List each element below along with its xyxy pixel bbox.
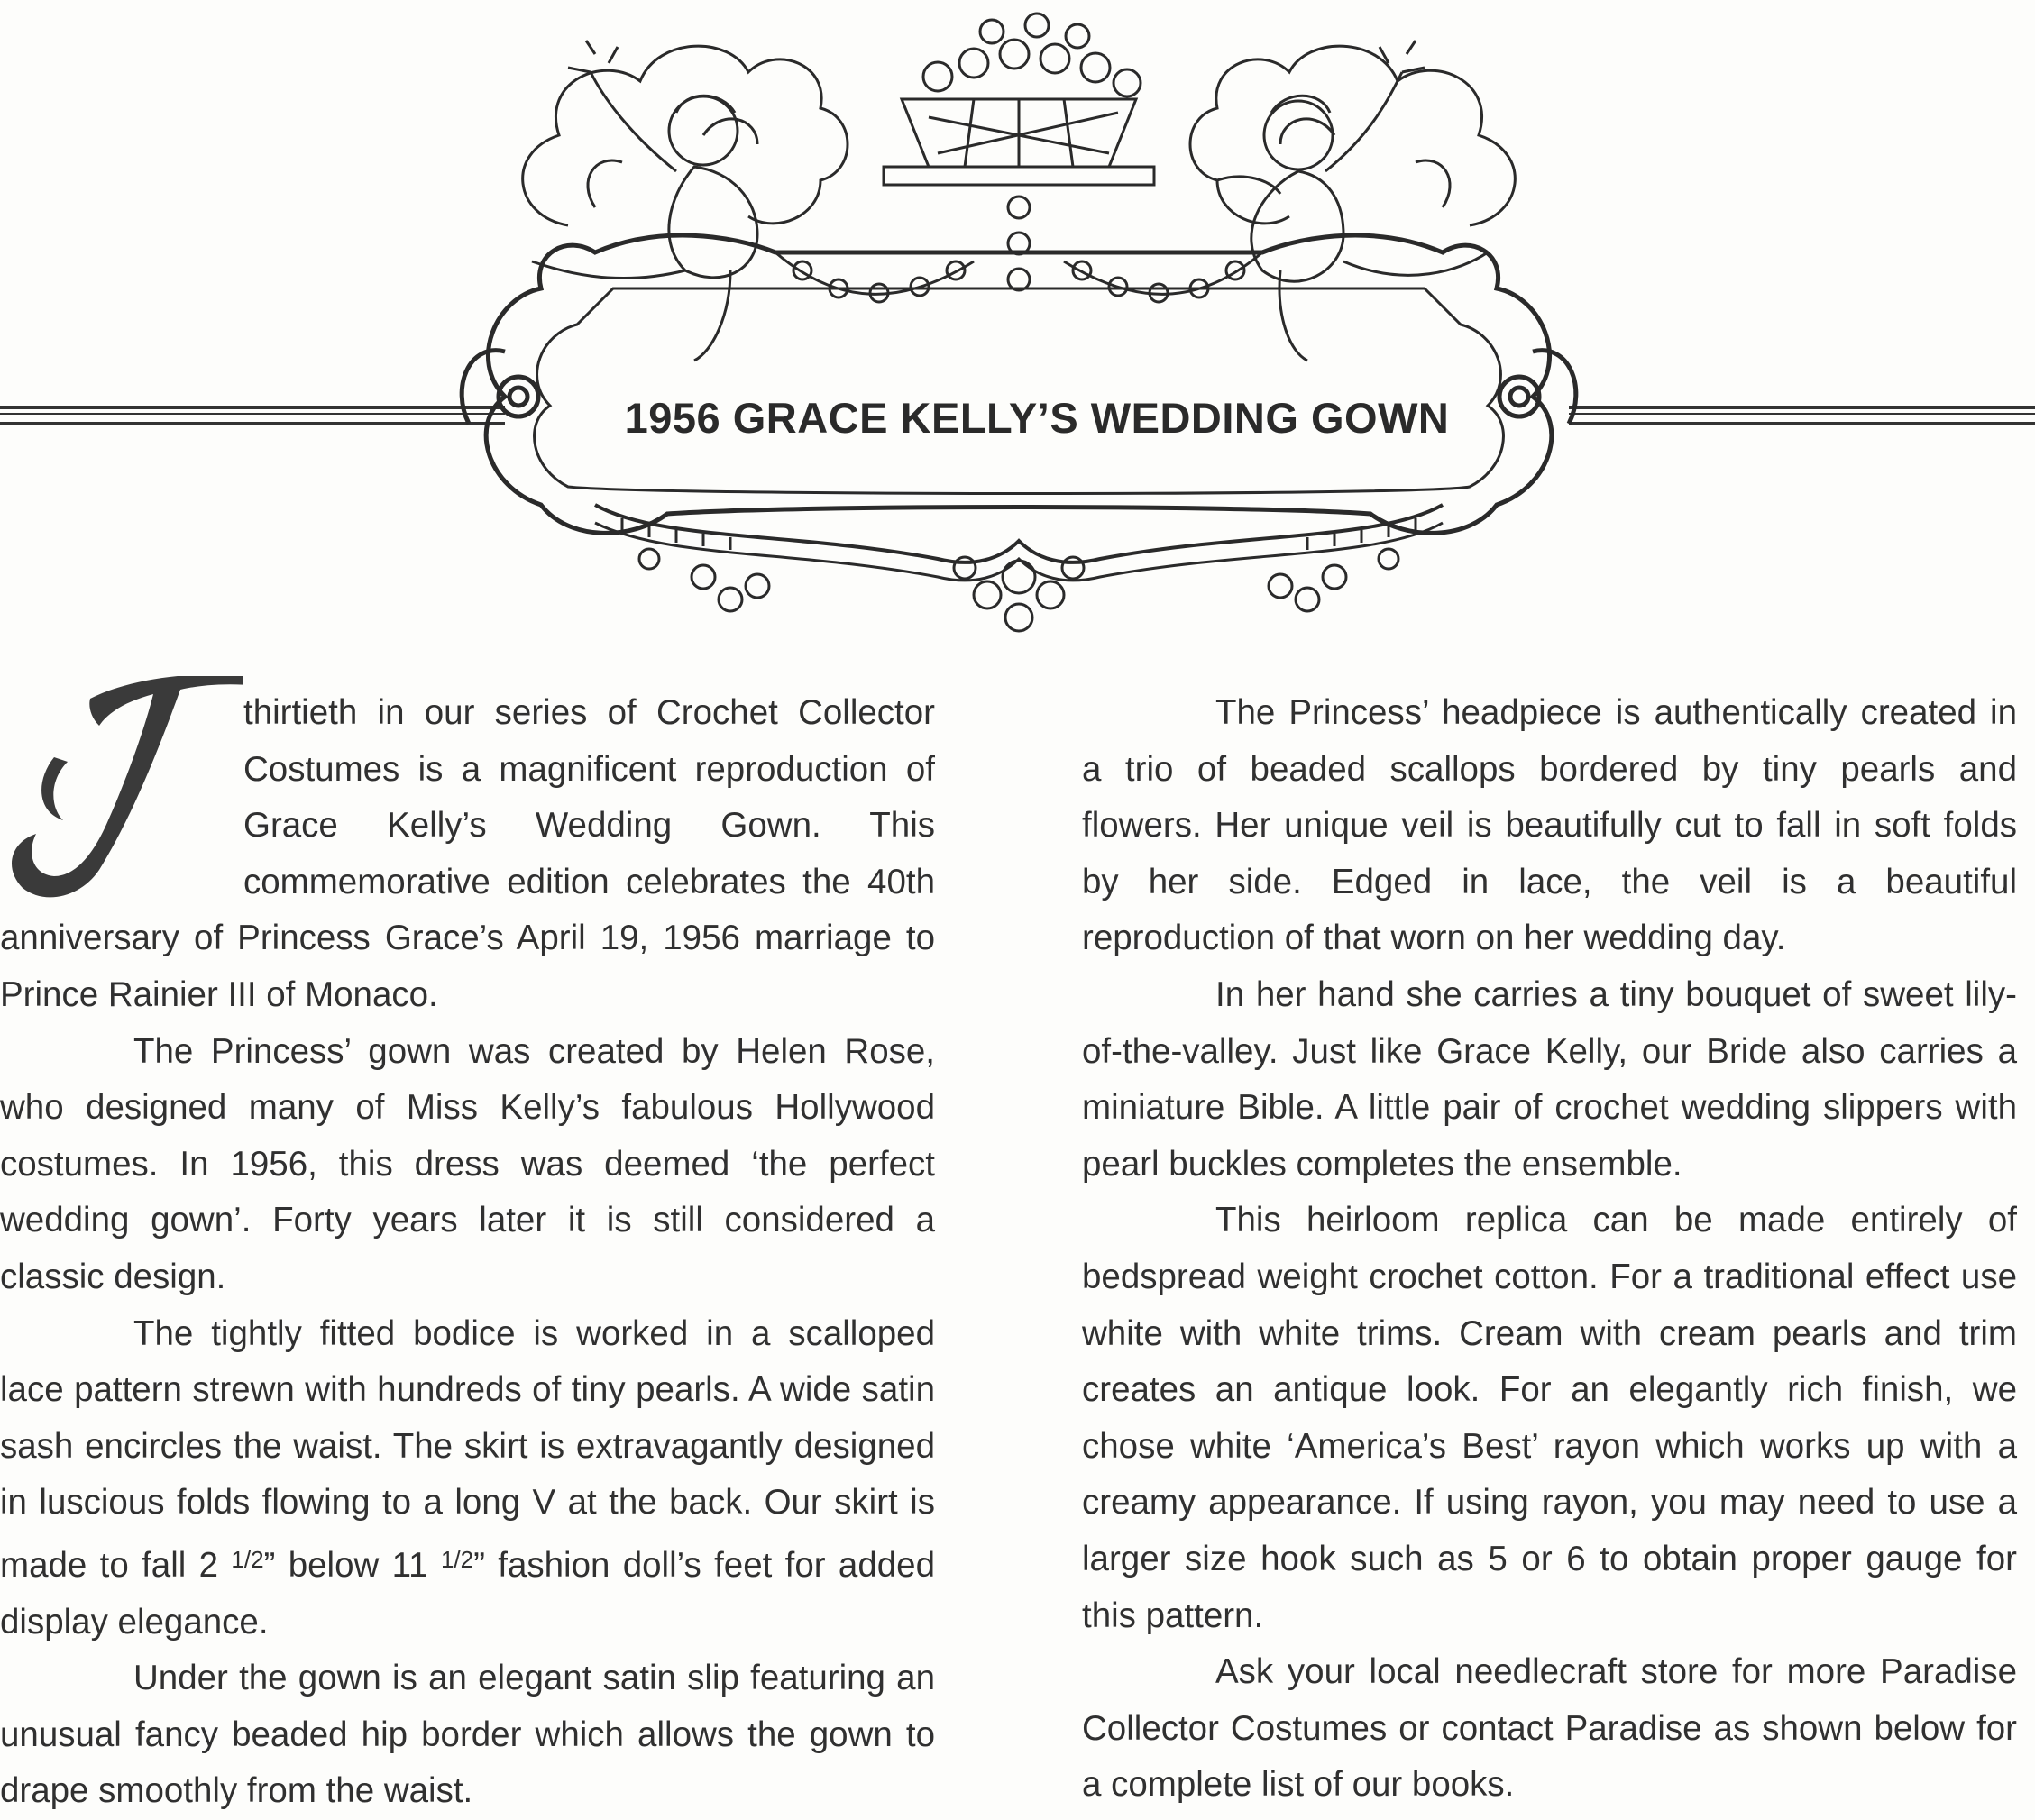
paragraph-gown: The Princess’ gown was created by Helen Rose, who designed many of Miss Kelly’s fabulous Hollywood costumes. In 1956, this dress was deemed ‘the perfect wedding gown’. Forty years later it is still considered a classic design. — [0, 1031, 935, 1296]
header-rule-right — [1569, 406, 2035, 425]
flower-basket-icon — [884, 14, 1154, 185]
right-column — [1082, 685, 2017, 1814]
paragraph-contact: Ask your local needlecraft store for more Paradise Collector Costumes or contact Paradise as shown below for a complete list of our books. — [1082, 1652, 2017, 1805]
paragraph-headpiece: The Princess’ headpiece is authentically created in a trio of beaded scallops bordered by tiny pearls and flowers. Her unique veil is beautifully cut to fall in soft folds by her side. Edged in lace, the veil is a beautiful reproduction of that worn on her wedding day. — [1082, 693, 2017, 958]
fraction-half-1: 1/2 — [231, 1545, 264, 1573]
drop-cap-t-icon — [12, 676, 243, 897]
page-title: 1956 GRACE KELLY’S WEDDING GOWN — [624, 394, 1450, 442]
cartouche-ornament — [433, 0, 1605, 658]
cartouche-frame-icon — [462, 235, 1576, 533]
cloud-left-icon — [523, 46, 848, 225]
ribbon-icon — [595, 505, 1443, 581]
intro-text: thirtieth in our series of Crochet Collector Costumes is a magnificent reproduction of Grace Kelly’s Wedding Gown. This commemorative edition celebrates the 40th anniversary of Princess Grace’s April 19, 1956 marriage to Prince Rainier III of Monaco. — [0, 693, 935, 1014]
cloud-right-icon — [1190, 46, 1515, 225]
paragraph-slip: Under the gown is an elegant satin slip featuring an unusual fancy beaded hip border which allows the gown to drape smoothly from the waist. — [0, 1659, 935, 1811]
paragraph-bodice — [0, 1306, 935, 1651]
paragraph-bouquet: In her hand she carries a tiny bouquet of sweet lily-of-the-valley. Just like Grace Kelly, our Bride also carries a miniature Bible. A little pair of crochet wedding slippers with pearl buckles completes the ensemble. — [1082, 974, 2017, 1184]
drop-cap — [0, 676, 243, 901]
bodice-text-c: ” fashion doll’s feet for added display elegance. — [0, 1545, 935, 1642]
header-rule-left — [0, 406, 505, 425]
left-column — [0, 685, 935, 1820]
lower-bouquet-icon — [639, 549, 1398, 631]
flower-garland-icon — [775, 197, 1262, 302]
intro-paragraph — [0, 685, 935, 1024]
paragraph-materials: This heirloom replica can be made entirely of bedspread weight crochet cotton. For a traditional effect use white with white trims. Cream with cream pearls and trim creates an antique look. For an elegantly rich finish, we chose white ‘America’s Best’ rayon which works up with a creamy appearance. If using rayon, you may need to use a larger size hook such as 5 or 6 to obtain proper gauge for this pattern. — [1082, 1201, 2017, 1635]
bodice-text-b: ” below 11 — [263, 1545, 441, 1585]
fraction-half-2: 1/2 — [440, 1545, 474, 1573]
bodice-text-a: The tightly fitted bodice is worked in a scalloped lace pattern strewn with hundreds of tiny pearls. A wide satin sash encircles the waist. The skirt is extravagantly designed in luscious folds flowing to a long V at the back. Our skirt is made to fall 2 — [0, 1313, 935, 1585]
